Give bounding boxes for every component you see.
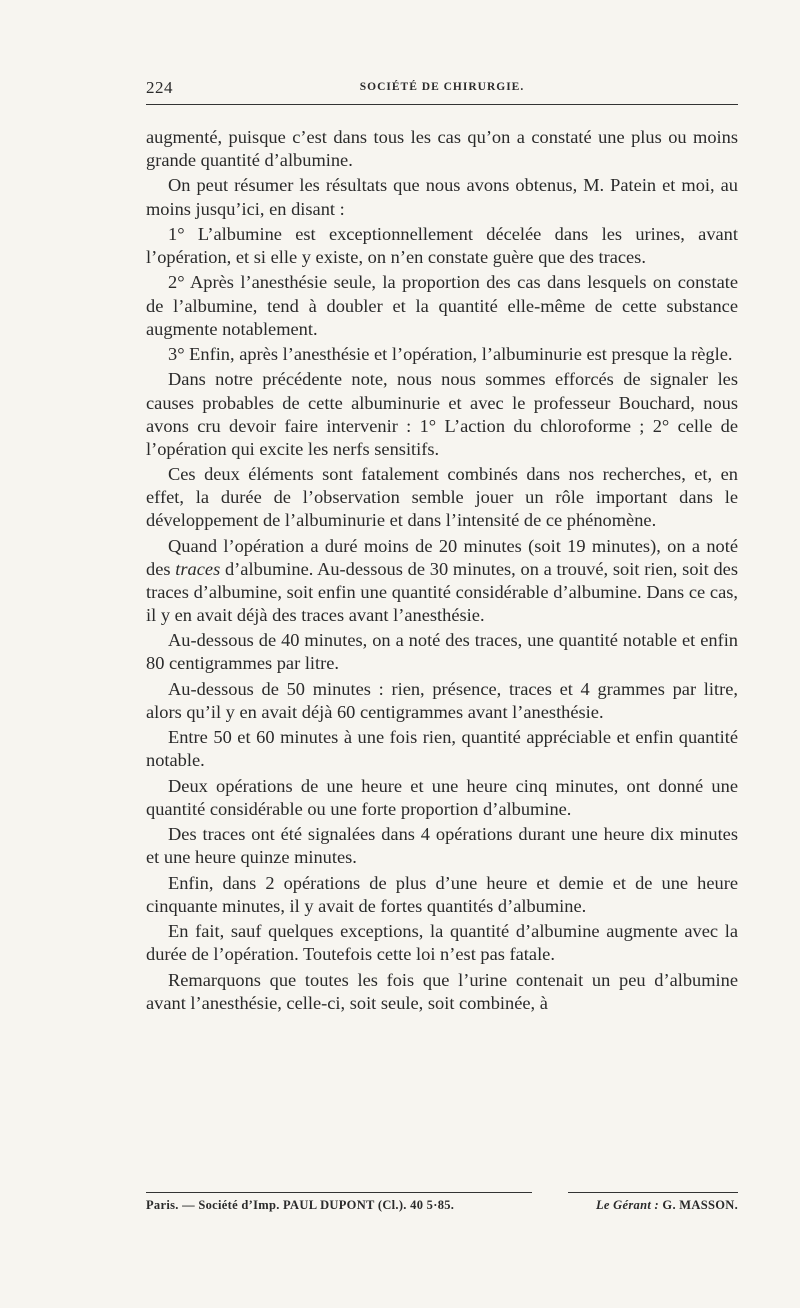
paragraph-finding-3: 3° Enfin, après l’anesthésie et l’opération, l’albuminurie est presque la règle. — [168, 344, 733, 365]
duration-text-before: Quand l’opération a duré moins de 20 minutes (soit 19 minutes), on a noté des — [146, 535, 738, 579]
emphasis-traces: traces — [175, 558, 221, 579]
paragraph-continuation: augmenté, puisque c’est dans tous les cas qu’on a constaté une plus ou moins grande quantité d’albumine. — [146, 127, 738, 171]
paragraph-finding-1: 1° L’albumine est exceptionnellement décelée dans les urines, avant l’opération, et si elle y existe, on n’en constate guère que des traces. — [146, 223, 738, 268]
manager-label: Le Gérant : — [595, 1198, 659, 1212]
paragraph-finding-2: 2° Après l’anesthésie seule, la proportion des cas dans lesquels on constate de l’albumine, tend à doubler et la quantité elle-même de cette substance augmente notablement. — [146, 272, 738, 339]
paragraph-20-minutes — [146, 535, 738, 627]
footer-rules — [146, 1192, 738, 1194]
page-footer — [146, 1198, 738, 1216]
paragraph-long-operations: Enfin, dans 2 opérations de plus d’une heure et demie et de une heure cinquante minutes, il y avait de fortes quantités d’albumine. — [146, 872, 738, 916]
paragraph-one-hour: Deux opérations de une heure et une heure cinq minutes, ont donné une quantité considérable ou une forte proportion d’albumine. — [146, 775, 738, 819]
header-rule — [146, 104, 738, 105]
paragraph-summary-intro: On peut résumer les résultats que nous avons obtenus, M. Patein et moi, au moins jusqu’ici, en disant : — [146, 175, 738, 219]
article-body — [146, 126, 738, 1017]
paragraph-duration-role: Ces deux éléments sont fatalement combinés dans nos recherches, et, en effet, la durée de l’observation semble jouer un rôle important dans le développement de l’albuminurie et dans l’intensité de ce phénomène. — [146, 464, 738, 531]
printer-imprint: Paris. — Société d’Imp. PAUL DUPONT (Cl.). 40 5·85. — [146, 1198, 455, 1212]
footer-rule-right — [568, 1192, 738, 1193]
running-title: SOCIÉTÉ DE CHIRURGIE. — [359, 81, 525, 93]
publisher-manager — [596, 1198, 738, 1213]
manager-name: G. MASSON. — [662, 1198, 738, 1212]
paragraph-40-minutes: Au-dessous de 40 minutes, on a noté des traces, une quantité notable et enfin 80 centigrammes par litre. — [146, 630, 738, 674]
paragraph-causes: Dans notre précédente note, nous nous sommes efforcés de signaler les causes probables de cette albuminurie et avec le professeur Bouchard, nous avons cru devoir faire intervenir : 1° L’action du chloroforme ; 2° celle de l’opération qui excite les nerfs sensitifs. — [146, 369, 738, 459]
page-number: 224 — [146, 78, 173, 97]
paragraph-traces-signaled: Des traces ont été signalées dans 4 opérations durant une heure dix minutes et une heure quinze minutes. — [146, 824, 738, 868]
paragraph-conclusion: En fait, sauf quelques exceptions, la quantité d’albumine augmente avec la durée de l’opération. Toutefois cette loi n’est pas fatale. — [146, 921, 738, 965]
paragraph-50-60-minutes: Entre 50 et 60 minutes à une fois rien, quantité appréciable et enfin quantité notable. — [146, 727, 738, 771]
paragraph-remark: Remarquons que toutes les fois que l’urine contenait un peu d’albumine avant l’anesthésie, celle-ci, soit seule, soit combinée, à — [146, 969, 738, 1013]
footer-rule-left — [146, 1192, 532, 1193]
duration-text-after: d’albumine. Au-dessous de 30 minutes, on a trouvé, soit rien, soit des traces d’albumine, soit enfin une quantité considérable d’albumine. Dans ce cas, il y en avait déjà des traces avant l’anesthésie. — [146, 558, 738, 625]
page-header — [146, 78, 738, 102]
paragraph-50-minutes: Au-dessous de 50 minutes : rien, présence, traces et 4 grammes par litre, alors qu’il y en avait déjà 60 centigrammes avant l’anesthésie. — [146, 678, 738, 722]
